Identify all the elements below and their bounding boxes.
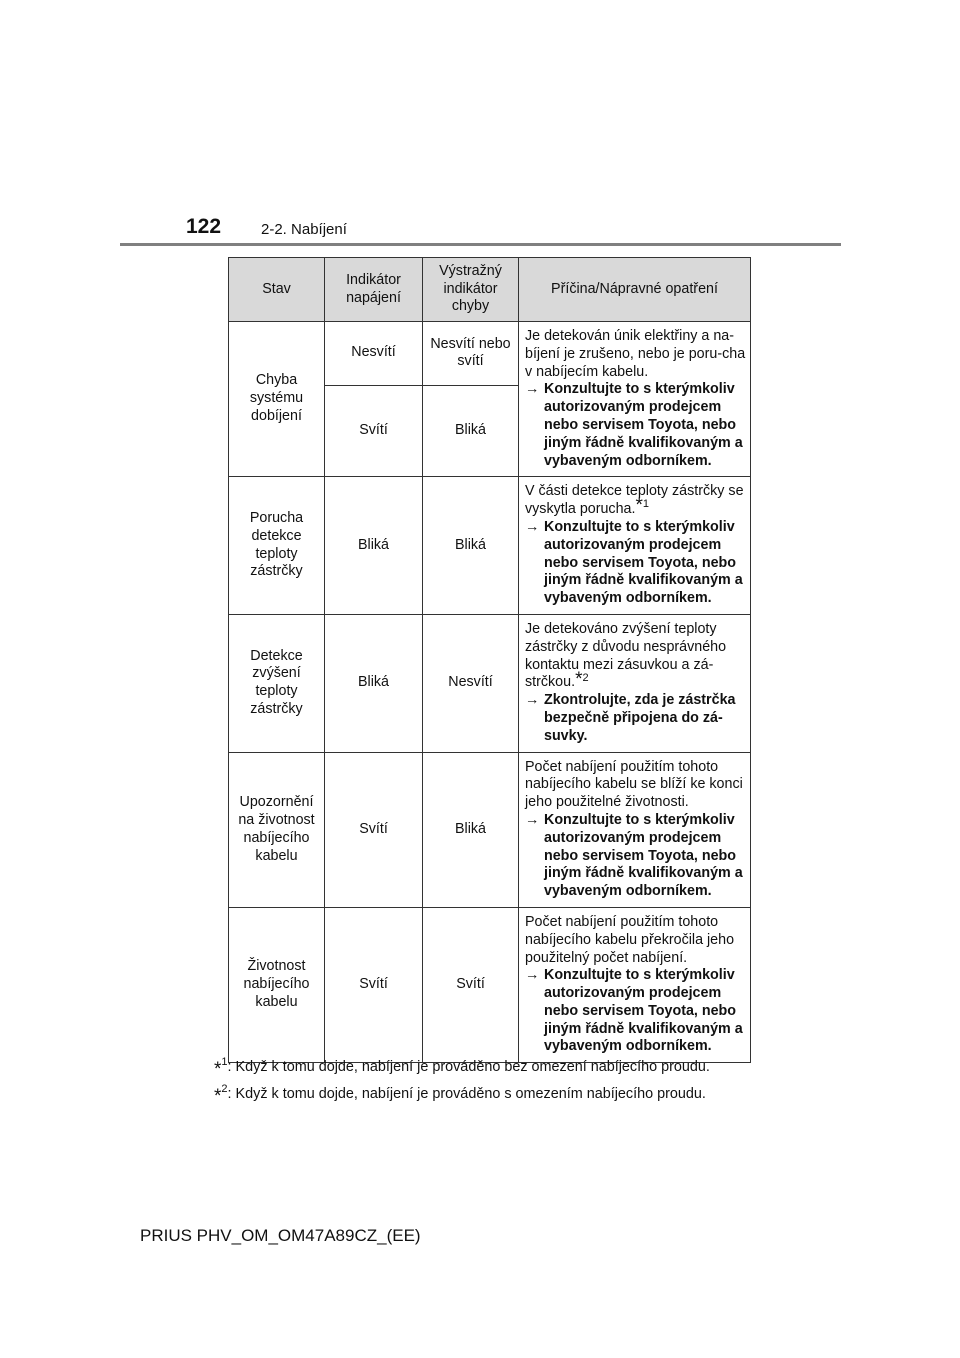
remedy-text: Zkontrolujte, zda je zástrčka bezpečně připojena do zá-suvky.	[544, 692, 736, 744]
cause-text: Je detekováno zvýšení teploty zástrčky z důvodu nesprávného kontaktu mezi zásuvkou a zá-strčkou.$^{*2}$	[525, 620, 727, 691]
cell-chyba: Nesvítí	[423, 614, 519, 752]
footnote-number: 1	[221, 1056, 228, 1069]
remedy-action	[525, 812, 746, 901]
cell-chyba: Svítí	[423, 907, 519, 1062]
remedy-action	[525, 519, 746, 608]
cell-napajeni: Svítí	[325, 752, 423, 907]
cell-chyba: Bliká	[423, 752, 519, 907]
cause-text: Počet nabíjení použitím tohoto nabíjecího kabelu překročila jeho použitelný počet nabíjení.	[525, 913, 735, 966]
cause-text: Je detekován únik elektřiny a na-bíjení je zrušeno, nebo je poru-cha v nabíjecím kabelu.	[525, 328, 746, 380]
table-row	[229, 614, 751, 752]
table-row	[229, 907, 751, 1062]
remedy-action	[525, 381, 746, 470]
cell-stav: Detekce zvýšení teploty zástrčky	[229, 614, 325, 752]
cell-pricina	[519, 614, 751, 752]
cell-stav: Životnost nabíjecího kabelu	[229, 907, 325, 1062]
cell-pricina	[519, 752, 751, 907]
cell-chyba: Nesvítí nebo svítí	[423, 322, 519, 386]
section-title: 2-2. Nabíjení	[261, 221, 347, 238]
cell-chyba: Bliká	[423, 477, 519, 615]
footnote-star: *	[214, 1059, 222, 1080]
cell-chyba: Bliká	[423, 385, 519, 477]
cause-text: V části detekce teploty zástrčky se vyskytla porucha.$^{*1}$	[525, 483, 744, 518]
footnote-number: 2	[221, 1083, 228, 1096]
cell-napajeni: Bliká	[325, 614, 423, 752]
remedy-text: Konzultujte to s kterýmkoliv autorizovaným prodejcem nebo servisem Toyota, nebo jiným řádně kvalifikovaným a vybaveným odborníkem.	[544, 967, 743, 1055]
cell-pricina	[519, 477, 751, 615]
remedy-action	[525, 692, 746, 745]
footnote-1	[214, 1055, 710, 1080]
cell-pricina	[519, 322, 751, 477]
table-header-row	[229, 258, 751, 322]
cell-napajeni: Svítí	[325, 907, 423, 1062]
document-code: PRIUS PHV_OM_OM47A89CZ_(EE)	[140, 1226, 421, 1245]
footnote-text: : Když k tomu dojde, nabíjení je prováděno bez omezení nabíjecího proudu.	[227, 1059, 710, 1075]
remedy-text: Konzultujte to s kterýmkoliv autorizovaným prodejcem nebo servisem Toyota, nebo jiným řádně kvalifikovaným a vybaveným odborníkem.	[544, 811, 743, 900]
column-header-pricina: Příčina/Nápravné opatření	[519, 258, 751, 322]
arrow-icon: →	[525, 518, 540, 535]
footnote-2	[214, 1082, 706, 1107]
table-row	[229, 322, 751, 386]
arrow-icon: →	[525, 692, 540, 709]
cell-pricina	[519, 907, 751, 1062]
header-divider	[120, 243, 841, 246]
page-number: 122	[186, 215, 222, 238]
column-header-vystrazny-indikator: Výstražný indikátor chyby	[423, 258, 519, 322]
cell-stav: Upozornění na životnost nabíjecího kabelu	[229, 752, 325, 907]
remedy-text: Konzultujte to s kterýmkoliv autorizovaným prodejcem nebo servisem Toyota, nebo jiným řádně kvalifikovaným a vybaveným odborníkem.	[544, 381, 743, 469]
remedy-text: Konzultujte to s kterýmkoliv autorizovaným prodejcem nebo servisem Toyota, nebo jiným řádně kvalifikovaným a vybaveným odborníkem.	[544, 518, 743, 607]
status-table	[228, 257, 751, 1063]
cell-napajeni: Nesvítí	[325, 322, 423, 386]
arrow-icon: →	[525, 381, 540, 398]
footnote-ref: 1	[642, 498, 649, 511]
arrow-icon: →	[525, 811, 540, 828]
footnote-star: *	[214, 1086, 222, 1107]
footnote-ref: 2	[582, 671, 589, 684]
remedy-action	[525, 967, 746, 1056]
column-header-indikator-napajeni: Indikátor napájení	[325, 258, 423, 322]
table-row	[229, 477, 751, 615]
arrow-icon: →	[525, 967, 540, 984]
cell-stav: Chyba systému dobíjení	[229, 322, 325, 477]
cause-text: Počet nabíjení použitím tohoto nabíjecího kabelu se blíží ke konci jeho použitelné životnosti.	[525, 758, 743, 811]
cell-napajeni: Svítí	[325, 385, 423, 477]
cell-stav: Porucha detekce teploty zástrčky	[229, 477, 325, 615]
cell-napajeni: Bliká	[325, 477, 423, 615]
footnote-text: : Když k tomu dojde, nabíjení je prováděno s omezením nabíjecího proudu.	[227, 1086, 706, 1102]
column-header-stav: Stav	[229, 258, 325, 322]
table-row	[229, 752, 751, 907]
